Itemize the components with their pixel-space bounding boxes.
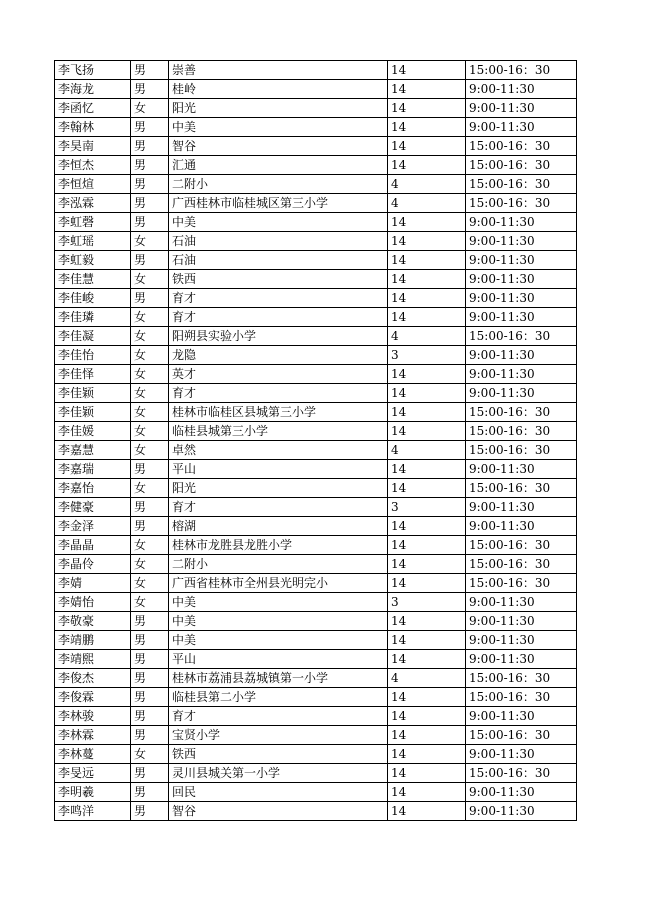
gender-cell: 女 — [131, 270, 169, 289]
grade-cell: 14 — [388, 156, 466, 175]
gender-cell: 男 — [131, 650, 169, 669]
gender-cell: 男 — [131, 802, 169, 821]
grade-cell: 14 — [388, 631, 466, 650]
table-row — [55, 232, 577, 251]
table-row — [55, 441, 577, 460]
school-cell: 汇通 — [169, 156, 388, 175]
grade-cell: 14 — [388, 403, 466, 422]
table-row — [55, 612, 577, 631]
school-cell: 中美 — [169, 118, 388, 137]
time-slot-cell: 9:00-11:30 — [466, 99, 577, 118]
time-slot-cell: 9:00-11:30 — [466, 802, 577, 821]
time-slot-cell: 9:00-11:30 — [466, 251, 577, 270]
table-row — [55, 783, 577, 802]
gender-cell: 男 — [131, 137, 169, 156]
student-name-cell: 李林霖 — [55, 726, 131, 745]
school-cell: 育才 — [169, 289, 388, 308]
time-slot-cell: 9:00-11:30 — [466, 80, 577, 99]
grade-cell: 4 — [388, 441, 466, 460]
school-cell: 桂林市龙胜县龙胜小学 — [169, 536, 388, 555]
school-cell: 崇善 — [169, 61, 388, 80]
grade-cell: 14 — [388, 289, 466, 308]
grade-cell: 14 — [388, 536, 466, 555]
student-name-cell: 李佳慧 — [55, 270, 131, 289]
table-row — [55, 707, 577, 726]
time-slot-cell: 15:00-16：30 — [466, 555, 577, 574]
grade-cell: 14 — [388, 270, 466, 289]
student-name-cell: 李旻远 — [55, 764, 131, 783]
school-cell: 中美 — [169, 593, 388, 612]
grade-cell: 14 — [388, 555, 466, 574]
time-slot-cell: 9:00-11:30 — [466, 593, 577, 612]
gender-cell: 女 — [131, 745, 169, 764]
grade-cell: 14 — [388, 308, 466, 327]
table-row — [55, 802, 577, 821]
gender-cell: 男 — [131, 194, 169, 213]
table-row — [55, 460, 577, 479]
gender-cell: 男 — [131, 213, 169, 232]
time-slot-cell: 15:00-16：30 — [466, 137, 577, 156]
student-name-cell: 李佳峻 — [55, 289, 131, 308]
school-cell: 英才 — [169, 365, 388, 384]
gender-cell: 女 — [131, 232, 169, 251]
school-cell: 育才 — [169, 707, 388, 726]
student-name-cell: 李嘉怡 — [55, 479, 131, 498]
student-name-cell: 李佳颖 — [55, 403, 131, 422]
table-row — [55, 536, 577, 555]
school-cell: 二附小 — [169, 175, 388, 194]
table-row — [55, 327, 577, 346]
gender-cell: 男 — [131, 289, 169, 308]
gender-cell: 男 — [131, 783, 169, 802]
student-name-cell: 李敬豪 — [55, 612, 131, 631]
time-slot-cell: 15:00-16：30 — [466, 536, 577, 555]
grade-cell: 14 — [388, 460, 466, 479]
student-name-cell: 李金泽 — [55, 517, 131, 536]
grade-cell: 14 — [388, 232, 466, 251]
school-cell: 平山 — [169, 650, 388, 669]
table-row — [55, 593, 577, 612]
grade-cell: 14 — [388, 365, 466, 384]
gender-cell: 男 — [131, 80, 169, 99]
grade-cell: 14 — [388, 783, 466, 802]
time-slot-cell: 9:00-11:30 — [466, 517, 577, 536]
student-name-cell: 李晶晶 — [55, 536, 131, 555]
gender-cell: 男 — [131, 251, 169, 270]
student-name-cell: 李明羲 — [55, 783, 131, 802]
gender-cell: 男 — [131, 669, 169, 688]
time-slot-cell: 9:00-11:30 — [466, 783, 577, 802]
grade-cell: 14 — [388, 764, 466, 783]
table-row — [55, 669, 577, 688]
school-cell: 临桂县城第三小学 — [169, 422, 388, 441]
student-name-cell: 李佳璘 — [55, 308, 131, 327]
table-row — [55, 251, 577, 270]
time-slot-cell: 15:00-16：30 — [466, 764, 577, 783]
table-row — [55, 631, 577, 650]
grade-cell: 14 — [388, 745, 466, 764]
school-cell: 龙隐 — [169, 346, 388, 365]
table-row — [55, 745, 577, 764]
grade-cell: 14 — [388, 99, 466, 118]
student-name-cell: 李翰林 — [55, 118, 131, 137]
gender-cell: 男 — [131, 764, 169, 783]
student-name-cell: 李嘉瑞 — [55, 460, 131, 479]
time-slot-cell: 15:00-16：30 — [466, 422, 577, 441]
school-cell: 桂林市荔浦县荔城镇第一小学 — [169, 669, 388, 688]
gender-cell: 女 — [131, 593, 169, 612]
school-cell: 广西省桂林市全州县光明完小 — [169, 574, 388, 593]
gender-cell: 男 — [131, 612, 169, 631]
student-name-cell: 李俊霖 — [55, 688, 131, 707]
gender-cell: 男 — [131, 517, 169, 536]
table-row — [55, 289, 577, 308]
table-row — [55, 688, 577, 707]
student-name-cell: 李飞扬 — [55, 61, 131, 80]
grade-cell: 14 — [388, 61, 466, 80]
student-name-cell: 李昊南 — [55, 137, 131, 156]
student-name-cell: 李虹毅 — [55, 251, 131, 270]
student-name-cell: 李佳怿 — [55, 365, 131, 384]
grade-cell: 14 — [388, 707, 466, 726]
school-cell: 中美 — [169, 213, 388, 232]
gender-cell: 女 — [131, 308, 169, 327]
table-row — [55, 213, 577, 232]
time-slot-cell: 15:00-16：30 — [466, 574, 577, 593]
grade-cell: 14 — [388, 612, 466, 631]
school-cell: 灵川县城关第一小学 — [169, 764, 388, 783]
grade-cell: 14 — [388, 517, 466, 536]
table-row — [55, 517, 577, 536]
table-row — [55, 555, 577, 574]
table-row — [55, 270, 577, 289]
table-row — [55, 422, 577, 441]
time-slot-cell: 9:00-11:30 — [466, 232, 577, 251]
time-slot-cell: 15:00-16：30 — [466, 403, 577, 422]
table-row — [55, 384, 577, 403]
table-row — [55, 175, 577, 194]
grade-cell: 3 — [388, 498, 466, 517]
student-name-cell: 李婧 — [55, 574, 131, 593]
student-name-cell: 李靖鹏 — [55, 631, 131, 650]
time-slot-cell: 9:00-11:30 — [466, 346, 577, 365]
table-row — [55, 156, 577, 175]
table-row — [55, 346, 577, 365]
school-cell: 石油 — [169, 251, 388, 270]
student-name-cell: 李佳媛 — [55, 422, 131, 441]
time-slot-cell: 9:00-11:30 — [466, 213, 577, 232]
student-name-cell: 李函忆 — [55, 99, 131, 118]
time-slot-cell: 15:00-16：30 — [466, 175, 577, 194]
gender-cell: 女 — [131, 384, 169, 403]
gender-cell: 女 — [131, 574, 169, 593]
student-name-cell: 李健豪 — [55, 498, 131, 517]
grade-cell: 3 — [388, 346, 466, 365]
time-slot-cell: 9:00-11:30 — [466, 707, 577, 726]
table-row — [55, 574, 577, 593]
grade-cell: 14 — [388, 574, 466, 593]
school-cell: 智谷 — [169, 802, 388, 821]
gender-cell: 女 — [131, 479, 169, 498]
student-name-cell: 李鸣洋 — [55, 802, 131, 821]
grade-cell: 14 — [388, 80, 466, 99]
time-slot-cell: 15:00-16：30 — [466, 327, 577, 346]
table-row — [55, 403, 577, 422]
table-row — [55, 118, 577, 137]
grade-cell: 14 — [388, 726, 466, 745]
time-slot-cell: 9:00-11:30 — [466, 650, 577, 669]
time-slot-cell: 9:00-11:30 — [466, 270, 577, 289]
student-roster-table — [54, 60, 577, 821]
gender-cell: 女 — [131, 441, 169, 460]
gender-cell: 男 — [131, 688, 169, 707]
student-name-cell: 李林骏 — [55, 707, 131, 726]
time-slot-cell: 15:00-16：30 — [466, 194, 577, 213]
gender-cell: 女 — [131, 365, 169, 384]
gender-cell: 男 — [131, 61, 169, 80]
time-slot-cell: 15:00-16：30 — [466, 669, 577, 688]
student-name-cell: 李晶伶 — [55, 555, 131, 574]
time-slot-cell: 15:00-16：30 — [466, 479, 577, 498]
time-slot-cell: 15:00-16：30 — [466, 441, 577, 460]
school-cell: 智谷 — [169, 137, 388, 156]
school-cell: 临桂县第二小学 — [169, 688, 388, 707]
school-cell: 卓然 — [169, 441, 388, 460]
table-row — [55, 498, 577, 517]
time-slot-cell: 9:00-11:30 — [466, 612, 577, 631]
time-slot-cell: 9:00-11:30 — [466, 745, 577, 764]
student-name-cell: 李虹磬 — [55, 213, 131, 232]
student-name-cell: 李俊杰 — [55, 669, 131, 688]
table-row — [55, 650, 577, 669]
student-name-cell: 李泓霖 — [55, 194, 131, 213]
grade-cell: 14 — [388, 422, 466, 441]
table-row — [55, 479, 577, 498]
table-row — [55, 308, 577, 327]
grade-cell: 14 — [388, 650, 466, 669]
grade-cell: 3 — [388, 593, 466, 612]
student-name-cell: 李佳怡 — [55, 346, 131, 365]
time-slot-cell: 15:00-16：30 — [466, 156, 577, 175]
grade-cell: 4 — [388, 175, 466, 194]
time-slot-cell: 9:00-11:30 — [466, 289, 577, 308]
student-name-cell: 李佳颖 — [55, 384, 131, 403]
student-name-cell: 李恒煊 — [55, 175, 131, 194]
school-cell: 回民 — [169, 783, 388, 802]
school-cell: 阳光 — [169, 479, 388, 498]
time-slot-cell: 9:00-11:30 — [466, 498, 577, 517]
school-cell: 中美 — [169, 612, 388, 631]
gender-cell: 男 — [131, 498, 169, 517]
time-slot-cell: 15:00-16：30 — [466, 61, 577, 80]
school-cell: 二附小 — [169, 555, 388, 574]
table-row — [55, 365, 577, 384]
gender-cell: 女 — [131, 555, 169, 574]
school-cell: 铁西 — [169, 745, 388, 764]
grade-cell: 4 — [388, 194, 466, 213]
table-row — [55, 80, 577, 99]
student-name-cell: 李佳凝 — [55, 327, 131, 346]
time-slot-cell: 9:00-11:30 — [466, 460, 577, 479]
student-name-cell: 李虹瑶 — [55, 232, 131, 251]
gender-cell: 男 — [131, 460, 169, 479]
school-cell: 榕湖 — [169, 517, 388, 536]
grade-cell: 14 — [388, 213, 466, 232]
school-cell: 铁西 — [169, 270, 388, 289]
gender-cell: 男 — [131, 726, 169, 745]
gender-cell: 男 — [131, 175, 169, 194]
student-name-cell: 李海龙 — [55, 80, 131, 99]
school-cell: 平山 — [169, 460, 388, 479]
gender-cell: 女 — [131, 99, 169, 118]
time-slot-cell: 9:00-11:30 — [466, 631, 577, 650]
grade-cell: 4 — [388, 327, 466, 346]
school-cell: 阳光 — [169, 99, 388, 118]
table-row — [55, 764, 577, 783]
student-name-cell: 李恒杰 — [55, 156, 131, 175]
school-cell: 桂林市临桂区县城第三小学 — [169, 403, 388, 422]
school-cell: 桂岭 — [169, 80, 388, 99]
grade-cell: 14 — [388, 118, 466, 137]
school-cell: 广西桂林市临桂城区第三小学 — [169, 194, 388, 213]
student-name-cell: 李婧怡 — [55, 593, 131, 612]
gender-cell: 女 — [131, 327, 169, 346]
school-cell: 育才 — [169, 498, 388, 517]
grade-cell: 14 — [388, 479, 466, 498]
gender-cell: 女 — [131, 403, 169, 422]
time-slot-cell: 15:00-16：30 — [466, 688, 577, 707]
school-cell: 石油 — [169, 232, 388, 251]
student-name-cell: 李林蔓 — [55, 745, 131, 764]
school-cell: 育才 — [169, 384, 388, 403]
roster-body — [55, 61, 577, 821]
table-row — [55, 61, 577, 80]
time-slot-cell: 9:00-11:30 — [466, 118, 577, 137]
gender-cell: 男 — [131, 156, 169, 175]
gender-cell: 男 — [131, 631, 169, 650]
gender-cell: 女 — [131, 536, 169, 555]
grade-cell: 14 — [388, 384, 466, 403]
table-row — [55, 137, 577, 156]
time-slot-cell: 9:00-11:30 — [466, 384, 577, 403]
time-slot-cell: 9:00-11:30 — [466, 308, 577, 327]
gender-cell: 男 — [131, 707, 169, 726]
table-row — [55, 99, 577, 118]
table-row — [55, 194, 577, 213]
gender-cell: 男 — [131, 118, 169, 137]
grade-cell: 4 — [388, 669, 466, 688]
table-row — [55, 726, 577, 745]
time-slot-cell: 15:00-16：30 — [466, 726, 577, 745]
grade-cell: 14 — [388, 137, 466, 156]
time-slot-cell: 9:00-11:30 — [466, 365, 577, 384]
student-name-cell: 李靖熙 — [55, 650, 131, 669]
student-name-cell: 李嘉慧 — [55, 441, 131, 460]
school-cell: 育才 — [169, 308, 388, 327]
grade-cell: 14 — [388, 251, 466, 270]
school-cell: 中美 — [169, 631, 388, 650]
gender-cell: 女 — [131, 422, 169, 441]
grade-cell: 14 — [388, 802, 466, 821]
gender-cell: 女 — [131, 346, 169, 365]
school-cell: 阳朔县实验小学 — [169, 327, 388, 346]
grade-cell: 14 — [388, 688, 466, 707]
school-cell: 宝贤小学 — [169, 726, 388, 745]
